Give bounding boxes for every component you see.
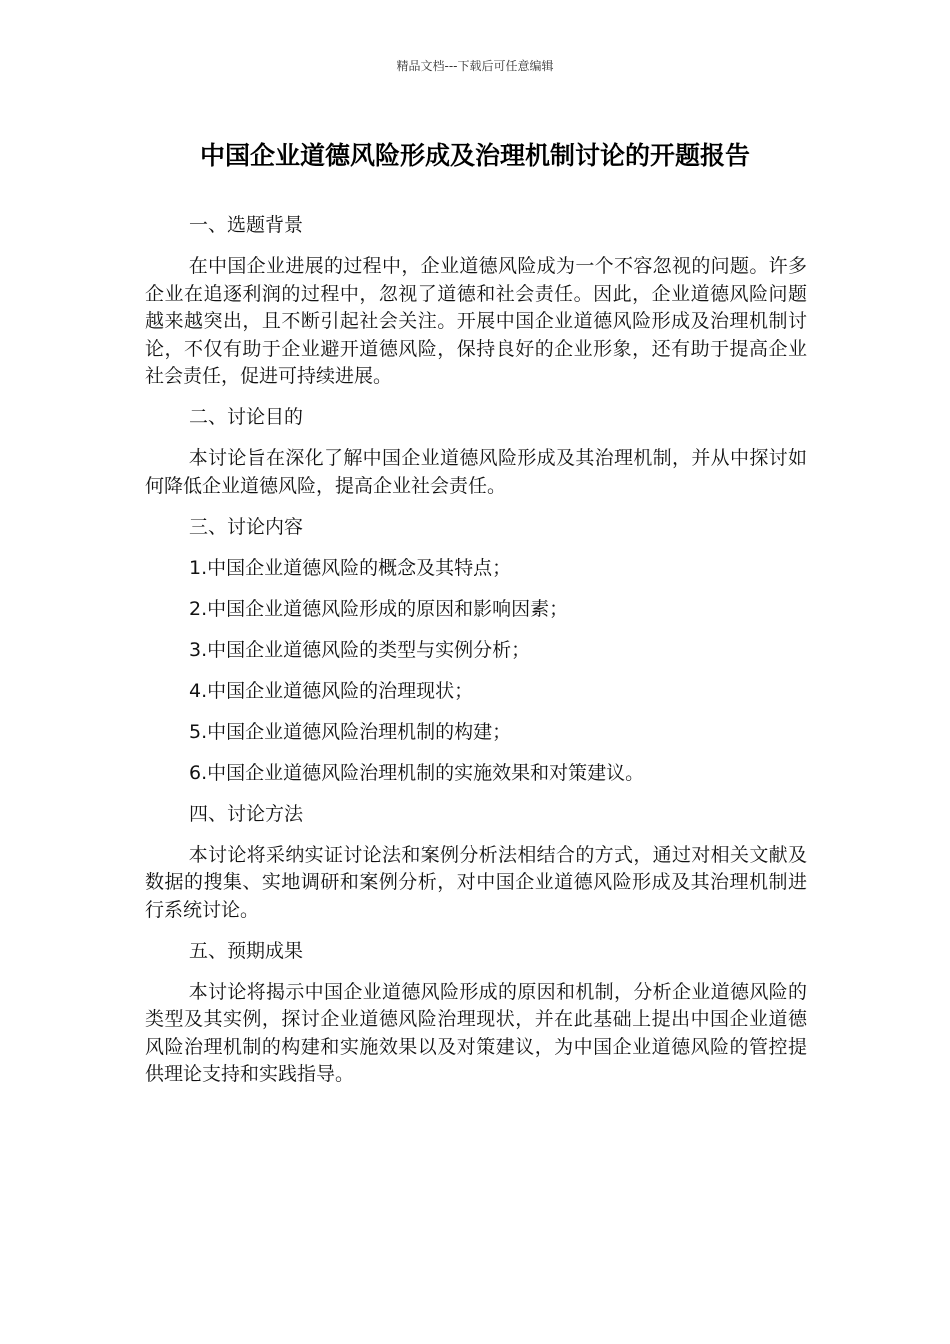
section-heading-method: 四、讨论方法 bbox=[189, 802, 304, 825]
section-text-results: 本讨论将揭示中国企业道德风险形成的原因和机制，分析企业道德风险的类型及其实例，探讨企业道德风险治理现状，并在此基础上提出中国企业道德风险治理机制的构建和实施效果以及对策建议，为中国企业道德风险的管控提供理论支持和实践指导。 bbox=[145, 980, 807, 1085]
header-note: 精品文档---下载后可任意编辑 bbox=[396, 59, 554, 73]
content-list-item: 5.中国企业道德风险治理机制的构建； bbox=[189, 720, 512, 743]
content-list-item: 6.中国企业道德风险治理机制的实施效果和对策建议。 bbox=[189, 761, 645, 784]
section-heading-background: 一、选题背景 bbox=[189, 214, 304, 236]
section-text-method: 本讨论将采纳实证讨论法和案例分析法相结合的方式，通过对相关文献及数据的搜集、实地调研和案例分析，对中国企业道德风险形成及其治理机制进行系统讨论。 bbox=[145, 843, 807, 921]
content-list-item: 2.中国企业道德风险形成的原因和影响因素； bbox=[189, 597, 569, 620]
document-title: 中国企业道德风险形成及治理机制讨论的开题报告 bbox=[199, 141, 750, 170]
section-heading-results: 五、预期成果 bbox=[189, 939, 304, 962]
section-text-background: 在中国企业进展的过程中，企业道德风险成为一个不容忽视的问题。许多企业在追逐利润的过程中，忽视了道德和社会责任。因此，企业道德风险问题越来越突出，且不断引起社会关注。开展中国企业道德风险形成及治理机制讨论，不仅有助于企业避开道德风险，保持良好的企业形象，还有助于提高企业社会责任，促进可持续进展。 bbox=[145, 255, 807, 387]
section-text-purpose: 本讨论旨在深化了解中国企业道德风险形成及其治理机制，并从中探讨如何降低企业道德风险，提高企业社会责任。 bbox=[145, 447, 807, 497]
section-heading-purpose: 二、讨论目的 bbox=[189, 406, 304, 428]
document-body bbox=[145, 212, 807, 1102]
content-list-item: 1.中国企业道德风险的概念及其特点； bbox=[189, 556, 512, 579]
section-heading-content: 三、讨论内容 bbox=[189, 515, 304, 538]
content-list-item: 3.中国企业道德风险的类型与实例分析； bbox=[189, 638, 531, 661]
content-list-item: 4.中国企业道德风险的治理现状； bbox=[189, 679, 474, 702]
